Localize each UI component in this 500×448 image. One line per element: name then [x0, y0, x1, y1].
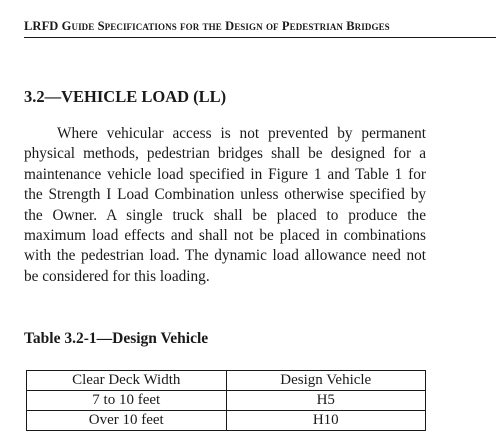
- column-header-design-vehicle: Design Vehicle: [226, 371, 426, 391]
- column-header-clear-deck-width: Clear Deck Width: [27, 371, 227, 391]
- table-cell: Over 10 feet: [27, 411, 227, 431]
- table-cell: H10: [226, 411, 426, 431]
- table-row: [27, 411, 426, 431]
- header-rule: [24, 37, 496, 38]
- table-header-row: [27, 371, 426, 391]
- table-cell: H5: [226, 391, 426, 411]
- table-cell: 7 to 10 feet: [27, 391, 227, 411]
- table-caption: Table 3.2-1—Design Vehicle: [24, 330, 209, 347]
- body-paragraph: Where vehicular access is not prevented by permanent physical methods, pedestrian bridges shall be designed for a maintenance vehicle load specified in Figure 1 and Table 1 for the Strength I Load Combination unless otherwise specified by the Owner. A single truck shall be placed to produce the maximum load effects and shall not be placed in combinations with the pedestrian load. The dynamic load allowance need not be considered for this loading.: [24, 125, 426, 285]
- section-heading: 3.2—VEHICLE LOAD (LL): [24, 87, 227, 106]
- table-row: [27, 391, 426, 411]
- running-header: LRFD Guide Specifications for the Design of Pedestrian Bridges: [24, 19, 390, 33]
- design-vehicle-table: [26, 370, 426, 431]
